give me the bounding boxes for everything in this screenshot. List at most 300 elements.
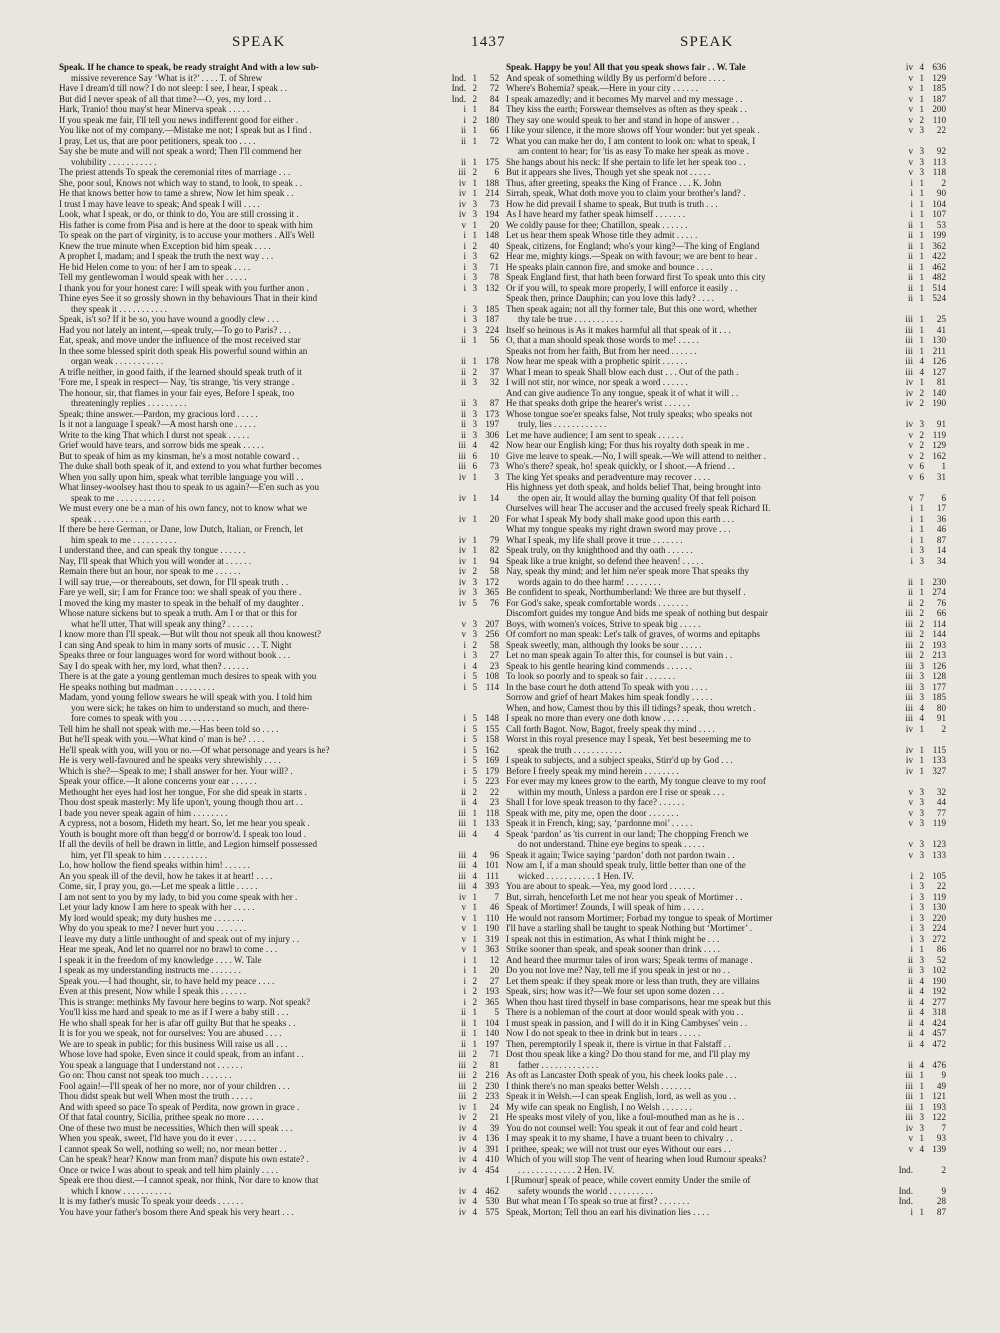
concordance-entry: [59, 377, 499, 388]
scene-ref: 1: [919, 345, 924, 356]
concordance-entry: [506, 157, 946, 168]
line-ref: 118: [485, 807, 499, 818]
line-ref: 72: [489, 83, 499, 93]
concordance-entry: [59, 188, 499, 199]
act-ref: iii: [458, 440, 466, 450]
act-ref: iii: [905, 629, 913, 639]
scene-ref: 3: [472, 303, 477, 314]
scene-ref: 1: [472, 944, 477, 954]
line-ref: 22: [936, 125, 946, 135]
entry-text: I think there's no man speaks better Welsh . . . . . . .: [506, 1080, 691, 1091]
entry-text: Shall I for love speak treason to thy face? . . . . . .: [506, 797, 685, 807]
line-ref: 197: [485, 1038, 499, 1049]
scene-ref: 2: [919, 870, 924, 881]
concordance-entry: [59, 157, 499, 168]
act-ref: iv: [905, 377, 913, 387]
act-ref: iii: [905, 324, 913, 335]
act-ref: iv: [458, 198, 466, 209]
entry-text: His father is come from Pisa and is here at the door to speak with him: [59, 219, 313, 230]
concordance-entry: [59, 493, 499, 504]
act-ref: ii: [907, 251, 913, 261]
concordance-entry: [506, 440, 946, 451]
entry-text: Speak it in Welsh.—I can speak English, lord, as well as you . .: [506, 1091, 736, 1101]
concordance-entry: [59, 808, 499, 819]
act-ref: iii: [458, 860, 466, 870]
entry-text: He would not ransom Mortimer; Forbad my tongue to speak of Mortimer: [506, 912, 773, 923]
concordance-entry: [506, 766, 946, 777]
concordance-entry: [506, 598, 946, 609]
act-ref: ii: [460, 1007, 466, 1017]
line-ref: 76: [489, 597, 499, 608]
act-ref: ii: [460, 1028, 466, 1038]
scene-ref: 1: [919, 209, 924, 219]
entry-text: It is for you we speak, not for ourselves: You are abused . . . .: [59, 1028, 282, 1038]
entry-text: speak the truth . . . . . . . . . . .: [518, 744, 622, 755]
line-ref: 636: [932, 62, 946, 72]
concordance-entry: [59, 136, 499, 147]
line-ref: 2: [941, 177, 946, 188]
scene-ref: 2: [919, 440, 924, 450]
scene-ref: 3: [919, 965, 924, 975]
line-ref: 173: [485, 408, 499, 419]
scene-ref: 5: [472, 597, 477, 608]
act-ref: Ind.: [898, 1164, 913, 1175]
line-ref: 53: [936, 219, 946, 230]
entry-text: Tell him he shall not speak with me.—Has been told so . . . .: [59, 723, 279, 734]
line-ref: 104: [485, 1017, 499, 1028]
entry-text: And speak of something wildly By us perform'd before . . . .: [506, 72, 725, 83]
scene-ref: 3: [472, 282, 477, 293]
act-ref: v: [908, 849, 913, 860]
concordance-entry: [59, 314, 499, 325]
concordance-entry: [506, 146, 946, 157]
line-ref: 319: [485, 933, 499, 944]
scene-ref: 4: [472, 870, 477, 881]
act-ref: iii: [458, 849, 466, 860]
entry-text: what he'll utter, That will speak any thing? . . . . . .: [71, 618, 253, 629]
entry-text: To speak on the part of virginity, is to accuse your mothers . All's Well: [59, 230, 315, 240]
line-ref: 162: [485, 744, 499, 755]
entry-text: truly, lies . . . . . . . . . . . .: [518, 419, 607, 429]
scene-ref: 4: [472, 828, 477, 839]
concordance-entry: [59, 986, 499, 997]
act-ref: i: [463, 104, 466, 114]
scene-ref: 2: [472, 639, 477, 650]
scene-ref: 1: [472, 545, 477, 555]
line-ref: 110: [932, 114, 946, 125]
line-ref: 192: [932, 986, 946, 996]
entry-text: O, that a man should speak those words to me! . . . . .: [506, 335, 699, 345]
act-ref: Ind.: [898, 1185, 913, 1196]
concordance-entry: [506, 430, 946, 441]
scene-ref: 1: [919, 293, 924, 303]
line-ref: 105: [932, 870, 946, 881]
concordance-entry: [59, 955, 499, 966]
concordance-entry: [59, 472, 499, 483]
entry-text: He speaks plain cannon fire, and smoke and bounce . . . .: [506, 261, 713, 272]
scene-ref: 1: [919, 576, 924, 587]
line-ref: 188: [485, 177, 499, 188]
act-ref: ii: [907, 1038, 913, 1049]
line-ref: 110: [485, 912, 499, 923]
act-ref: v: [908, 786, 913, 797]
concordance-entry: [506, 262, 946, 273]
entry-text: Dost thou speak like a king? Do thou stand for me, and I'll play my: [506, 1049, 751, 1059]
entry-text: organ weak . . . . . . . . . . .: [71, 356, 164, 366]
line-ref: 20: [489, 219, 499, 230]
concordance-entry: [506, 251, 946, 262]
concordance-entry: [506, 976, 946, 987]
act-ref: i: [910, 944, 913, 954]
act-ref: ii: [907, 272, 913, 282]
entry-text: Once or twice I was about to speak and tell him plainly . . . .: [59, 1164, 278, 1175]
entry-text: speak . . . . . . . . . . . . .: [71, 513, 151, 524]
entry-text: I speak it in the freedom of my knowledge . . . . W. Tale: [59, 954, 262, 965]
line-ref: 119: [932, 818, 946, 828]
entry-text: For ever may my knees grow to the earth, My tongue cleave to my roof: [506, 776, 766, 786]
scene-ref: 1: [472, 912, 477, 923]
line-ref: 23: [489, 660, 499, 671]
concordance-entry: [506, 199, 946, 210]
concordance-entry: [506, 136, 946, 147]
act-ref: ii: [907, 587, 913, 597]
act-ref: iii: [905, 335, 913, 345]
concordance-entry: [506, 104, 946, 115]
scene-ref: 3: [919, 692, 924, 702]
scene-ref: 1: [919, 755, 924, 765]
scene-ref: 1: [919, 230, 924, 240]
concordance-entry: [506, 73, 946, 84]
act-ref: ii: [907, 230, 913, 240]
concordance-entry: [506, 1007, 946, 1018]
line-ref: 272: [932, 933, 946, 944]
scene-ref: 3: [919, 156, 924, 167]
scene-ref: 1: [472, 156, 477, 167]
scene-ref: 4: [919, 996, 924, 1007]
line-ref: 5: [494, 1007, 499, 1017]
line-ref: 66: [489, 125, 499, 135]
entry-text: Have I dream'd till now? I do not sleep: I see, I hear, I speak . .: [59, 83, 288, 93]
concordance-entry: [506, 755, 946, 766]
concordance-entry: [506, 94, 946, 105]
concordance-entry: [506, 398, 946, 409]
entry-text: Now hear me speak with a prophetic spirit . . . . . .: [506, 356, 688, 366]
scene-ref: 3: [919, 818, 924, 828]
entry-text: His highness yet doth speak, and holds belief That, being brought into: [506, 482, 761, 492]
act-ref: v: [908, 797, 913, 807]
concordance-entry: [506, 671, 946, 682]
concordance-entry: [59, 850, 499, 861]
line-ref: 190: [932, 398, 946, 408]
concordance-entry: [59, 598, 499, 609]
line-ref: 80: [936, 702, 946, 713]
entry-text: wicked . . . . . . . . . . . 1 Hen. IV.: [518, 870, 634, 881]
line-ref: 126: [932, 356, 946, 366]
act-ref: i: [910, 545, 913, 555]
act-ref: iv: [905, 723, 913, 734]
line-ref: 22: [936, 881, 946, 891]
concordance-entry: [59, 220, 499, 231]
act-ref: i: [463, 282, 466, 293]
scene-ref: 4: [472, 1133, 477, 1143]
entry-text: I trust I may have leave to speak; And speak I will . . . .: [59, 198, 260, 209]
scene-ref: 5: [472, 681, 477, 692]
concordance-entry: [59, 1123, 499, 1134]
entry-text: I thank you for your honest care: I will speak with you further anon .: [59, 282, 309, 293]
line-ref: 362: [932, 240, 946, 251]
scene-ref: 3: [919, 146, 924, 156]
line-ref: 39: [489, 1122, 499, 1133]
entry-text: I must speak in passion, and I will do it in King Cambyses' vein . .: [506, 1017, 748, 1028]
act-ref: iii: [905, 1112, 913, 1122]
concordance-entry: [506, 524, 946, 535]
act-ref: iv: [458, 471, 466, 482]
entry-text: speak to me . . . . . . . . . . .: [71, 492, 165, 503]
line-ref: 34: [936, 555, 946, 566]
entry-text: What my tongue speaks my right drawn sword may prove . . .: [506, 524, 731, 534]
concordance-entry: [59, 535, 499, 546]
concordance-entry: [59, 241, 499, 252]
scene-ref: 3: [472, 324, 477, 335]
act-ref: iv: [458, 1133, 466, 1143]
line-ref: 129: [932, 440, 946, 450]
line-ref: 87: [936, 534, 946, 545]
scene-ref: 3: [472, 576, 477, 587]
scene-ref: 5: [472, 734, 477, 744]
scene-ref: 2: [919, 398, 924, 408]
line-ref: 20: [489, 513, 499, 524]
concordance-entry: [59, 167, 499, 178]
scene-ref: 1: [472, 1038, 477, 1049]
act-ref: iv: [458, 587, 466, 597]
line-ref: 114: [932, 618, 946, 629]
entry-text: Write to the king That which I durst not speak . . . . .: [59, 429, 250, 440]
entry-text: Speak to his gentle hearing kind commends . . . . . .: [506, 660, 692, 671]
concordance-entry: [59, 230, 499, 241]
line-ref: 24: [489, 1101, 499, 1112]
scene-ref: 1: [919, 534, 924, 545]
line-ref: 14: [936, 545, 946, 555]
act-ref: v: [908, 146, 913, 156]
scene-ref: 3: [472, 650, 477, 660]
entry-text: Be confident to speak, Northumberland: We three are but thyself .: [506, 587, 746, 597]
concordance-entry: [59, 325, 499, 336]
act-ref: iii: [905, 702, 913, 713]
concordance-entry: [506, 535, 946, 546]
act-ref: iii: [458, 818, 466, 828]
scene-ref: 3: [919, 797, 924, 807]
scene-ref: 1: [472, 1028, 477, 1038]
concordance-entry: [59, 482, 499, 493]
entry-text: I pray, Let us, that are poor petitioners, speak too . . . .: [59, 135, 256, 146]
scene-ref: 1: [472, 534, 477, 545]
concordance-entry: [506, 797, 946, 808]
entry-text: Now hear our English king; For thus his royalty doth speak in me .: [506, 440, 749, 450]
entry-text: Sorrow and grief of heart Makes him speak fondly . . . . .: [506, 692, 713, 702]
scene-ref: 4: [919, 1059, 924, 1070]
act-ref: iv: [905, 755, 913, 765]
entry-text: fore comes to speak with you . . . . . . . . .: [71, 713, 219, 723]
line-ref: 32: [489, 377, 499, 387]
entry-text: Ourselves will hear The accuser and the accused freely speak Richard II.: [506, 503, 771, 513]
entry-text: words again to do thee harm! . . . . . . . .: [518, 576, 661, 587]
concordance-entry: [506, 178, 946, 189]
scene-ref: 3: [919, 167, 924, 177]
concordance-entry: [59, 839, 499, 850]
line-ref: 6: [941, 492, 946, 503]
concordance-entry: [506, 566, 946, 577]
concordance-entry: [59, 923, 499, 934]
line-ref: 175: [485, 156, 499, 167]
entry-text: When, and how, Camest thou by this ill tidings? speak, thou wretch .: [506, 702, 756, 713]
entry-text: I prithee, speak; we will not trust our eyes Without our ears . .: [506, 1143, 731, 1154]
line-ref: 177: [932, 681, 946, 692]
entry-text: My wife can speak no English, I no Welsh . . . . . . .: [506, 1101, 692, 1112]
scene-ref: 5: [472, 776, 477, 786]
scene-ref: 1: [472, 807, 477, 818]
concordance-entry: [506, 419, 946, 430]
act-ref: i: [910, 923, 913, 933]
scene-ref: 1: [472, 965, 477, 975]
concordance-entry: [506, 640, 946, 651]
entry-text: But what mean I To speak so true at first? . . . . . . .: [506, 1196, 690, 1206]
entry-text: Madam, yond young fellow swears he will speak with you. I told him: [59, 692, 313, 702]
line-ref: 132: [485, 282, 499, 293]
line-ref: 6: [494, 167, 499, 177]
entry-text: You like not of my company.—Mistake me not; I speak but as I find .: [59, 125, 312, 135]
entry-text: Whose love had spoke, Even since it could speak, from an infant . .: [59, 1049, 304, 1059]
scene-ref: 1: [919, 314, 924, 324]
entry-text: him, yet I'll speak to him . . . . . . . . . .: [71, 849, 208, 860]
scene-ref: 1: [919, 1070, 924, 1080]
entry-text: You'll kiss me hard and speak to me as if I were a baby still . . .: [59, 1007, 289, 1017]
entry-text: Speak it again; Twice saying ‘pardon’ doth not pardon twain . .: [506, 849, 735, 860]
concordance-entry: [506, 472, 946, 483]
entry-text: The duke shall both speak of it, and extend to you what further becomes: [59, 461, 322, 471]
concordance-entry: [506, 388, 946, 399]
entry-text: And can give audience To any tongue, speak it of what it will . .: [506, 387, 739, 398]
entry-text: Speak your office.—It alone concerns your ear . . . . . .: [59, 776, 257, 786]
entry-text: 'Fore me, I speak in respect— Nay, 'tis strange, 'tis very strange .: [59, 377, 295, 387]
scene-ref: 2: [472, 975, 477, 986]
entry-text: you were sick; he takes on him to understand so much, and there-: [71, 702, 310, 713]
line-ref: 148: [485, 230, 499, 240]
concordance-entry: [59, 766, 499, 777]
entry-text: Even at this present, Now while I speak this . . . . . .: [59, 986, 247, 996]
entry-text: If there be here German, or Dane, low Dutch, Italian, or French, let: [59, 524, 304, 534]
concordance-entry: [59, 545, 499, 556]
act-ref: iv: [458, 1112, 466, 1122]
scene-ref: 3: [919, 555, 924, 566]
entry-text: Look, what I speak, or do, or think to do, You are still crossing it .: [59, 209, 299, 219]
act-ref: i: [463, 324, 466, 335]
scene-ref: 1: [919, 1206, 924, 1217]
concordance-entry: [59, 1028, 499, 1039]
act-ref: iii: [905, 618, 913, 629]
concordance-entry: [59, 1018, 499, 1029]
scene-ref: 3: [919, 419, 924, 429]
entry-text: You speak a language that I understand not . . . . . .: [59, 1059, 243, 1070]
act-ref: iv: [905, 1122, 913, 1133]
line-ref: 82: [489, 545, 499, 555]
line-ref: 169: [485, 755, 499, 765]
scene-ref: 3: [919, 1122, 924, 1133]
line-ref: 155: [485, 723, 499, 734]
concordance-entry: [59, 577, 499, 588]
scene-ref: 1: [919, 282, 924, 293]
entry-text: It is my father's music To speak your deeds . . . . . .: [59, 1196, 244, 1206]
concordance-entry: [506, 220, 946, 231]
concordance-entry: [506, 1123, 946, 1134]
act-ref: i: [463, 639, 466, 650]
entry-text: Grief would have tears, and sorrow bids me speak . . . . .: [59, 440, 264, 450]
line-ref: 104: [932, 198, 946, 209]
line-ref: 148: [485, 713, 499, 723]
line-ref: 1: [941, 461, 946, 471]
entry-text: father . . . . . . . . . . . . .: [518, 1059, 599, 1070]
act-ref: i: [910, 870, 913, 881]
scene-ref: 4: [472, 1196, 477, 1206]
concordance-entry: [59, 440, 499, 451]
concordance-entry: [506, 934, 946, 945]
act-ref: v: [908, 114, 913, 125]
concordance-entry: [506, 482, 946, 493]
line-ref: 462: [485, 1185, 499, 1196]
concordance-entry: [59, 724, 499, 735]
scene-ref: 5: [472, 723, 477, 734]
concordance-entry: [59, 367, 499, 378]
concordance-entry: [59, 293, 499, 304]
running-head-left: SPEAK: [232, 34, 286, 50]
scene-ref: 3: [919, 849, 924, 860]
entry-text: I leave my duty a little unthought of and speak out of my injury . .: [59, 933, 300, 944]
scene-ref: 3: [919, 902, 924, 912]
entry-text: Let us hear them speak Whose title they admit . . . . .: [506, 230, 698, 240]
entry-text: Strike sooner than speak, and speak sooner than drink . . . .: [506, 944, 720, 954]
entry-text: For God's sake, speak comfortable words . . . . . . .: [506, 597, 688, 608]
scene-ref: 1: [919, 524, 924, 534]
concordance-entry: [506, 577, 946, 588]
line-ref: 7: [494, 891, 499, 902]
entry-text: This is strange: methinks My favour here begins to warp. Not speak?: [59, 996, 311, 1007]
scene-ref: 3: [919, 954, 924, 965]
scene-ref: 2: [472, 996, 477, 1007]
act-ref: iv: [458, 1196, 466, 1206]
entry-text: I bade you never speak again of him . . . . . . . .: [59, 807, 228, 818]
line-ref: 3: [494, 471, 499, 482]
line-ref: 114: [485, 681, 499, 692]
concordance-entry: [506, 1207, 946, 1218]
act-ref: i: [910, 891, 913, 902]
concordance-entry: [59, 1207, 499, 1218]
concordance-entry: [506, 1091, 946, 1102]
scene-ref: 1: [919, 198, 924, 209]
line-ref: 27: [489, 650, 499, 660]
entry-text: I like your silence, it the more shows off Your wonder: but yet speak .: [506, 125, 760, 135]
concordance-entry: [506, 304, 946, 315]
line-ref: 199: [932, 230, 946, 240]
scene-ref: 1: [919, 723, 924, 734]
concordance-entry: [506, 1196, 946, 1207]
scene-ref: 2: [919, 629, 924, 639]
act-ref: iii: [458, 167, 466, 177]
line-ref: 193: [485, 986, 499, 996]
act-ref: iii: [458, 1080, 466, 1091]
line-ref: 115: [932, 744, 946, 755]
line-ref: 93: [936, 1133, 946, 1143]
act-ref: v: [908, 167, 913, 177]
concordance-entry: [506, 230, 946, 241]
